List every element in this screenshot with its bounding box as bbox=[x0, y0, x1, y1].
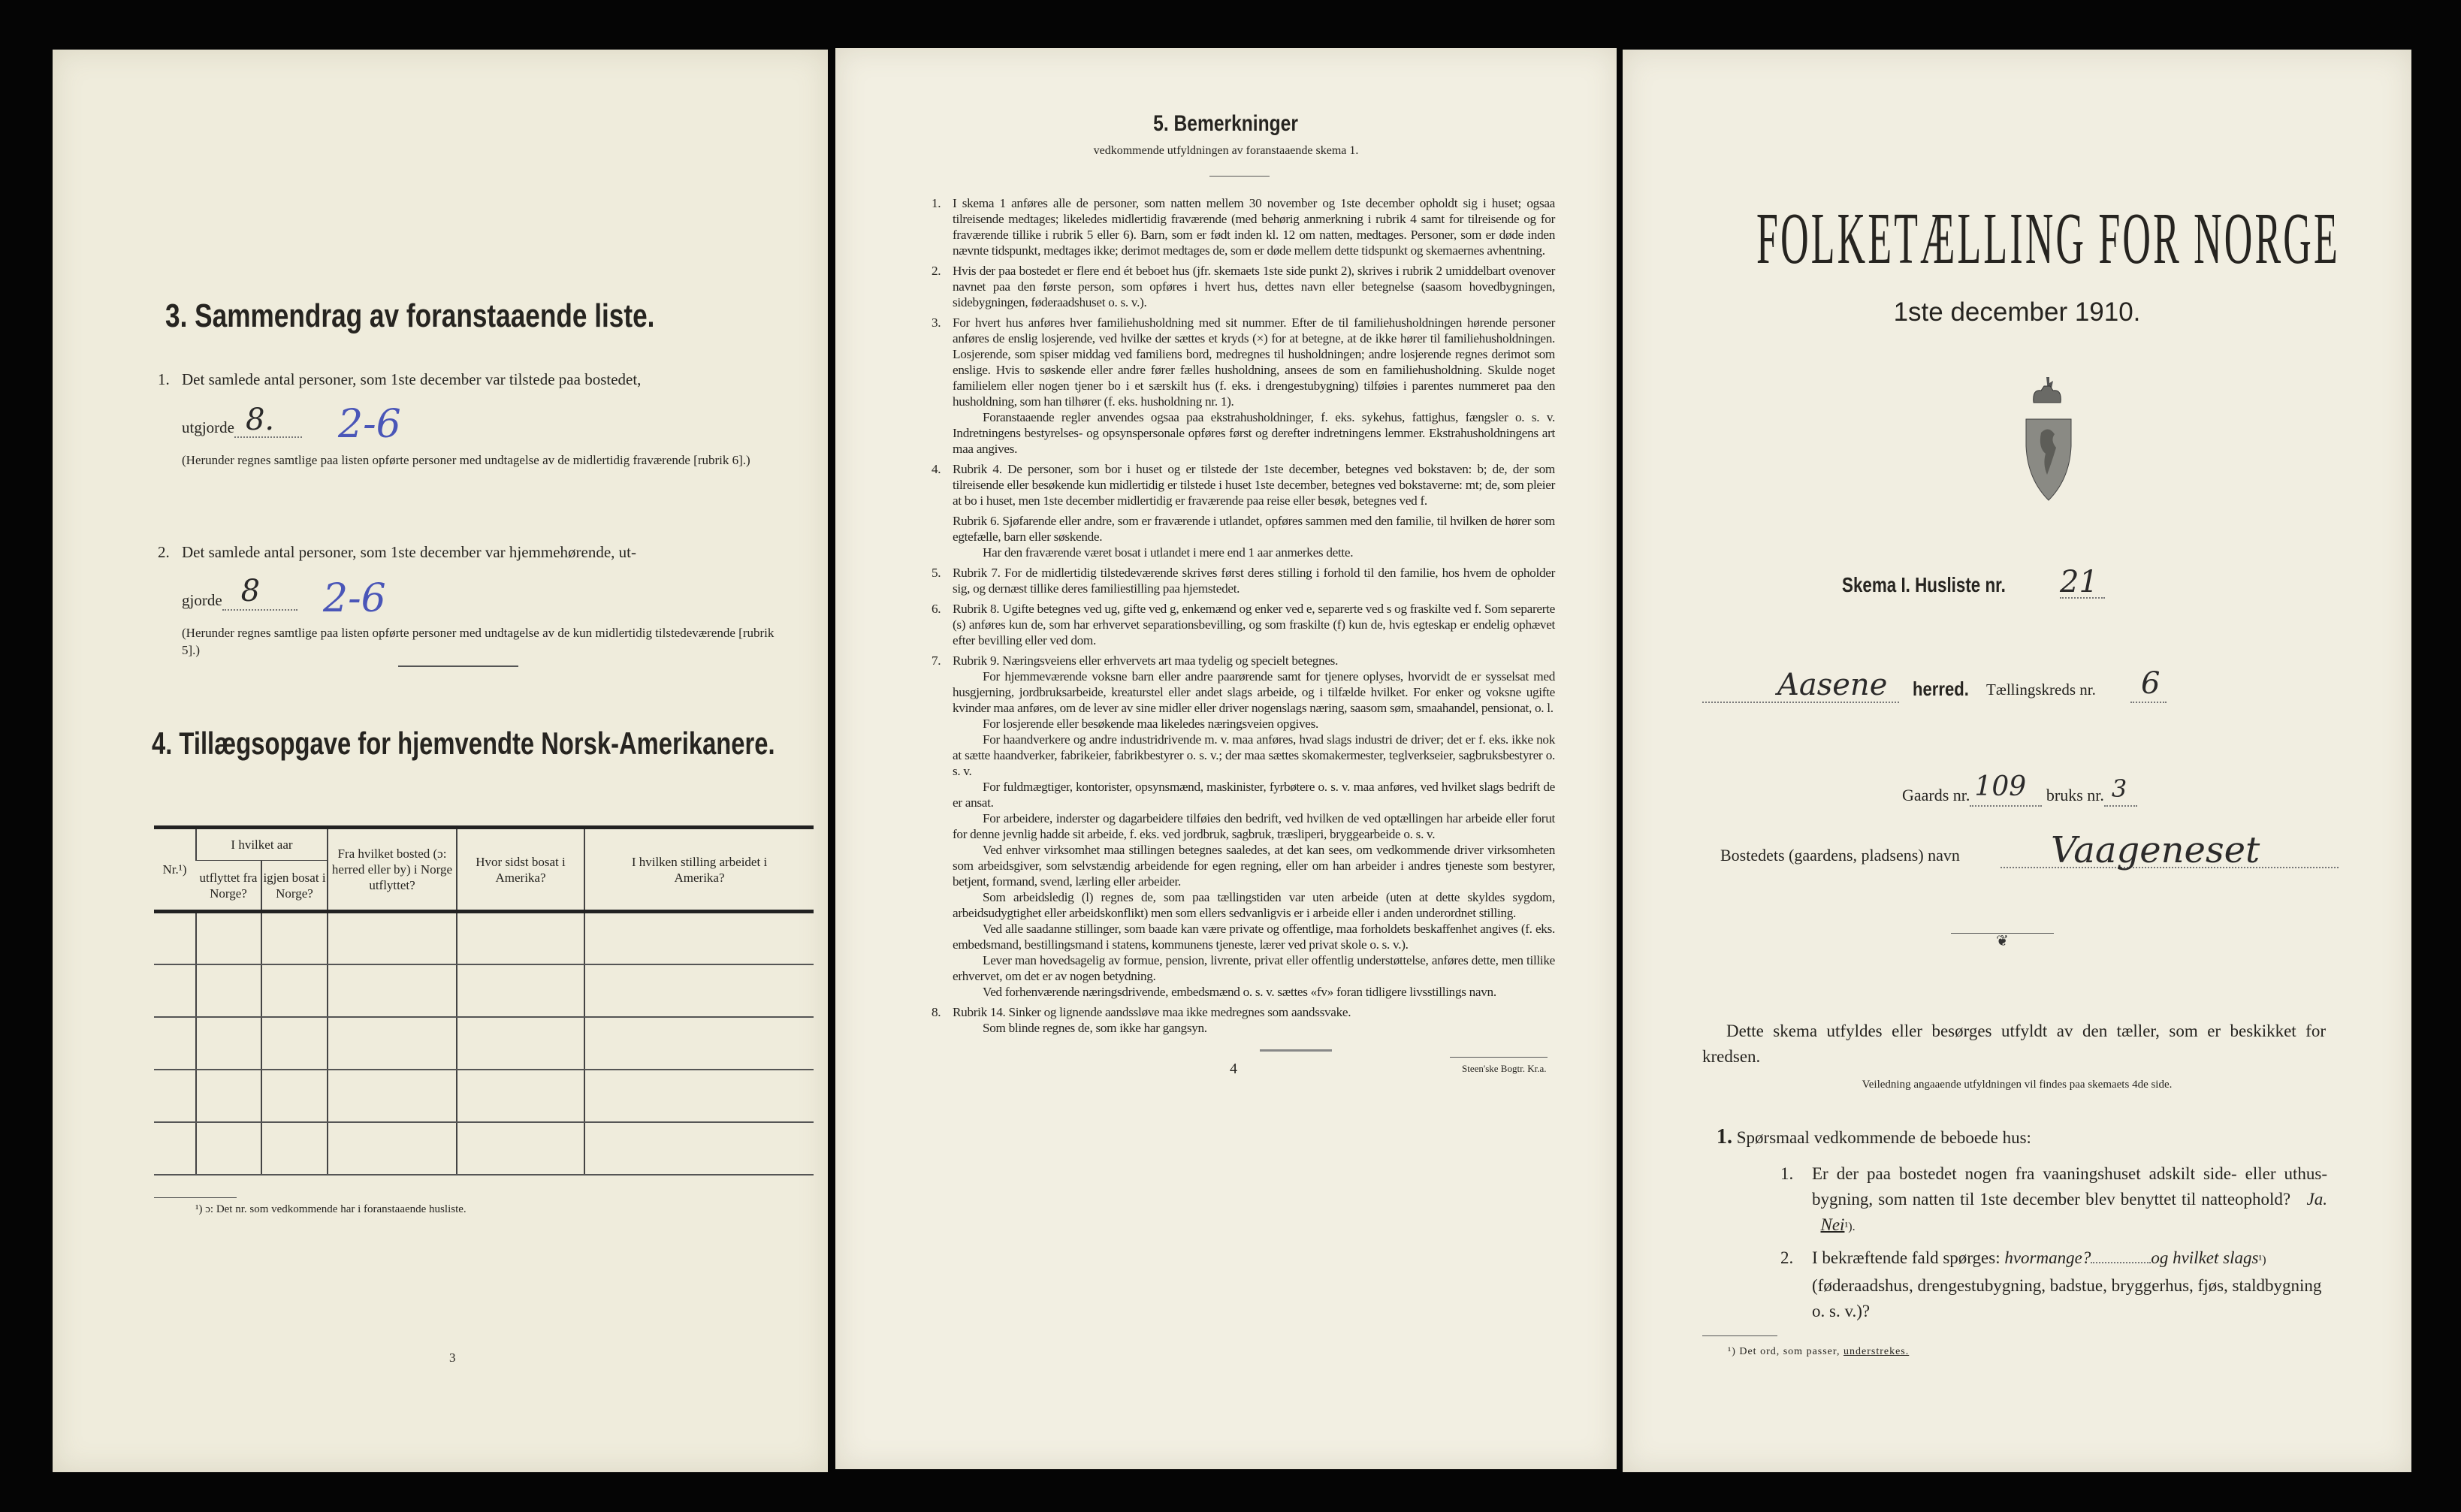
printer-mark: Steen'ske Bogtr. Kr.a. bbox=[1462, 1063, 1547, 1074]
table-cell[interactable] bbox=[328, 1122, 457, 1175]
col-utflyttet: utflyttet fra Norge? bbox=[196, 861, 261, 912]
table-row bbox=[154, 1122, 814, 1175]
tilstede-count-value: 8. bbox=[245, 403, 275, 437]
question-section bbox=[1717, 1125, 2031, 1149]
remark-subparagraph: Som blinde regnes de, som ikke har gangsyn. bbox=[983, 1021, 1207, 1035]
table-cell[interactable] bbox=[457, 912, 584, 964]
remark-text: Rubrik 8. Ugifte betegnes ved ug, gifte ved g, enkemænd og enker ved e, separerte ved s og fraskilte ved f. Som separerte (s) anføres kun de, som har erhvervet separationsbevilling, og som fraskilte (f) kun de, hvis egteskap er endelig ophævet efter bevilling eller ved dom. bbox=[953, 602, 1555, 647]
bosted-line bbox=[1720, 829, 2344, 876]
page-number: 3 bbox=[449, 1351, 456, 1365]
table-row bbox=[154, 964, 814, 1017]
table-cell[interactable] bbox=[261, 964, 328, 1017]
remark-item bbox=[932, 653, 1555, 668]
remark-subparagraph: Ved forhenværende næringsdrivende, embedsmænd o. s. v. sættes «fv» foran tidligere livsstillings navn. bbox=[983, 985, 1496, 999]
remark-subparagraph: Som arbeidsledig (l) regnes de, som paa tællingstiden var uten arbeide (uten at dette skyldes sygdom, arbeidsudygtighet eller arbeidskonflikt) men som ellers sedvanligvis er i arbeide eller i anden underordnet stilling. bbox=[953, 890, 1555, 920]
gaards-value: 109 bbox=[1974, 771, 2027, 802]
footnote-underlined: understrekes. bbox=[1843, 1346, 1910, 1357]
herred-value: Aasene bbox=[1777, 668, 1888, 702]
table-cell[interactable] bbox=[154, 964, 196, 1017]
skema-line bbox=[1842, 565, 2098, 599]
question-2 bbox=[1780, 1245, 2327, 1324]
remark-text: Rubrik 14. Sinker og lignende aandssløve maa ikke medregnes som aandssvake. bbox=[953, 1005, 1351, 1019]
divider bbox=[1260, 1049, 1332, 1052]
bosted-label: Bostedets (gaardens, pladsens) navn bbox=[1720, 846, 1960, 865]
table-cell[interactable] bbox=[261, 1070, 328, 1122]
item-number: 1. bbox=[158, 370, 170, 388]
remark-number: 1. bbox=[932, 196, 941, 210]
remark-number: 8. bbox=[932, 1005, 941, 1019]
remark-subparagraph: Rubrik 6. Sjøfarende eller andre, som er fraværende i utlandet, opføres sammen med den familie, til hvilken de hører som egtefælle, barn eller søskende. bbox=[953, 514, 1555, 544]
remark-item bbox=[932, 565, 1555, 596]
hjemmehorende-count-field[interactable] bbox=[222, 574, 297, 611]
summary-item-2 bbox=[158, 542, 789, 659]
table-cell[interactable] bbox=[328, 1017, 457, 1070]
table-cell[interactable] bbox=[584, 1070, 814, 1122]
hjemmehorende-count-value: 8 bbox=[240, 574, 261, 608]
col-sidst-bosat: Hvor sidst bosat i Amerika? bbox=[457, 828, 584, 912]
remark-subparagraph: Har den fraværende været bosat i utlandet i mere end 1 aar anmerkes dette. bbox=[983, 545, 1354, 560]
table-cell[interactable] bbox=[328, 1070, 457, 1122]
table-row bbox=[154, 1017, 814, 1070]
gaards-line bbox=[1902, 771, 2137, 813]
table-cell[interactable] bbox=[196, 964, 261, 1017]
question-number: 1. bbox=[1780, 1164, 1794, 1183]
utgjorde-label: utgjorde bbox=[182, 418, 234, 436]
table-cell[interactable] bbox=[584, 1122, 814, 1175]
table-cell[interactable] bbox=[584, 964, 814, 1017]
remark-subparagraph: Lever man hovedsagelig av formue, pension, livrente, privat eller offentlig understøttelse, anføres dette, men tillike erhvervet, om det er av nogen betydning. bbox=[953, 953, 1555, 983]
remarks-flow bbox=[932, 191, 1555, 1087]
section-title: Spørsmaal vedkommende de beboede hus: bbox=[1736, 1128, 2031, 1147]
table-cell[interactable] bbox=[328, 964, 457, 1017]
remark-text: Rubrik 9. Næringsveiens eller erhvervets art maa tydelig og specielt betegnes. bbox=[953, 653, 1339, 668]
item-text: Det samlede antal personer, som 1ste december var hjemmehørende, ut- bbox=[182, 543, 637, 561]
gaards-field[interactable] bbox=[1970, 771, 2042, 807]
footnote-text: ¹) Det ord, som passer, bbox=[1728, 1346, 1840, 1357]
section4-title: 4. Tillægsopgave for hjemvendte Norsk-Amerikanere. bbox=[152, 726, 775, 761]
table-cell[interactable] bbox=[196, 1070, 261, 1122]
census-date: 1ste december 1910. bbox=[1893, 297, 2141, 327]
col-group-year: I hvilket aar bbox=[196, 828, 328, 861]
remark-item bbox=[932, 315, 1555, 409]
table-cell[interactable] bbox=[457, 1017, 584, 1070]
item-note: (Herunder regnes samtlige paa listen opførte personer med undtagelse av de kun midlertidig tilstedeværende [rubrik 5].) bbox=[182, 626, 775, 657]
guidance-text: Veiledning angaaende utfyldningen vil findes paa skemaets 4de side. bbox=[1862, 1079, 2173, 1091]
remark-item bbox=[932, 461, 1555, 509]
col-stilling: I hvilken stilling arbeidet i Amerika? bbox=[584, 828, 814, 912]
skema-label: Skema I. Husliste nr. bbox=[1842, 573, 2006, 596]
gaards-label: Gaards nr. bbox=[1902, 786, 1970, 804]
herred-line bbox=[1702, 666, 2326, 703]
remark-text: I skema 1 anføres alle de personer, som natten mellem 30 november og 1ste december opholdt sig i huset; ogsaa tilreisende medtages; likeledes midlertidig fraværende (med behørig anmerkning i rubrik 4 samt for tilreisende og for fraværende tillike i rubrik 5 eller 6). Barn, som er født inden kl. 12 om natten, medtages. Personer, som er døde inden nævnte tidspunkt, medtages ikke; derimot medtages de, som er døde mellem dette tidspunkt og skemaernes avhentning. bbox=[953, 196, 1555, 258]
middle-page bbox=[835, 48, 1617, 1469]
hvormange-field[interactable] bbox=[2091, 1262, 2151, 1263]
right-page bbox=[1623, 50, 2411, 1472]
table-cell[interactable] bbox=[154, 1070, 196, 1122]
remark-number: 7. bbox=[932, 653, 941, 668]
remark-subparagraph: For losjerende eller besøkende maa likeledes næringsveien opgives. bbox=[983, 717, 1318, 731]
remark-number: 6. bbox=[932, 602, 941, 616]
table-cell[interactable] bbox=[457, 964, 584, 1017]
remark-subparagraph: Ved enhver virksomhet maa stillingen betegnes saaledes, at det kan sees, om vedkommende driver virksomheten som arbeidsgiver, som selvstændig arbeidende for egen regning, eller om han arbeider i andres tjeneste som bestyrer, betjent, formand, svend, lærling eller arbeider. bbox=[953, 843, 1555, 889]
item-text: Det samlede antal personer, som 1ste december var tilstede paa bostedet, bbox=[182, 370, 642, 388]
table-cell[interactable] bbox=[196, 912, 261, 964]
divider bbox=[398, 665, 518, 667]
bruks-label: bruks nr. bbox=[2046, 786, 2104, 804]
question-number: 2. bbox=[1780, 1248, 1794, 1267]
blue-annotation: 2-6 bbox=[338, 402, 401, 447]
printer-rule bbox=[1450, 1057, 1548, 1058]
section3-title: 3. Sammendrag av foranstaaende liste. bbox=[165, 297, 655, 334]
bemerkninger-title: 5. Bemerkninger bbox=[1153, 111, 1299, 136]
item-note: (Herunder regnes samtlige paa listen opførte personer med undtagelse av de midlertidig fraværende [rubrik 6].) bbox=[182, 453, 750, 467]
tellingskreds-label: Tællingskreds nr. bbox=[1986, 681, 2096, 699]
remark-number: 3. bbox=[932, 315, 941, 330]
section-number: 1. bbox=[1717, 1125, 1732, 1148]
intro-text: Dette skema utfyldes eller besørges utfyldt av den tæller, som er beskikket for kredsen. bbox=[1702, 1022, 2326, 1066]
divider bbox=[1209, 176, 1270, 177]
tellingskreds-value: 6 bbox=[2141, 666, 2161, 701]
bosted-value: Vaageneset bbox=[2051, 829, 2260, 871]
table-cell[interactable] bbox=[154, 912, 196, 964]
question-1 bbox=[1780, 1161, 2327, 1240]
hvilket-label: og hvilket slags bbox=[2151, 1248, 2259, 1267]
remark-item bbox=[932, 1004, 1555, 1020]
husliste-nr-field[interactable]: 21 bbox=[2060, 567, 2105, 599]
census-title: FOLKETÆLLING FOR NORGE bbox=[1756, 198, 2340, 279]
question-text: Er der paa bostedet nogen fra vaaningshuset adskilt side- eller uthus-bygning, som natten til 1ste december blev benyttet til natteophold? bbox=[1812, 1164, 2327, 1209]
footnote-ref: ¹) bbox=[2258, 1254, 2266, 1266]
remark-number: 2. bbox=[932, 264, 941, 278]
table-cell[interactable] bbox=[328, 912, 457, 964]
tilstede-count-field[interactable] bbox=[234, 403, 302, 438]
remark-subparagraph: Foranstaaende regler anvendes ogsaa paa ekstrahusholdninger, f. eks. sykehus, fattighus, fængsler o. s. v. Indretningens bestyrelses- og opsynspersonale opføres først og derefter indretningens lemmer. Ekstrahusholdningens art maa angives. bbox=[953, 410, 1555, 456]
option-nei-underlined[interactable]: Nei bbox=[1820, 1215, 1845, 1234]
table-cell[interactable] bbox=[196, 1122, 261, 1175]
question-text: I bekræftende fald spørges: bbox=[1812, 1248, 2001, 1267]
item-number: 2. bbox=[158, 543, 170, 561]
table-cell[interactable] bbox=[584, 1017, 814, 1070]
remark-subparagraph: For haandverkere og andre industridrivende m. v. maa anføres, hvad slags industri de driver; det er f. eks. ikke nok at sætte haandverker, fabrikeier, fabrikbestyrer o. s. v.; der maa sættes skomakermester, teglverkseier, sagbruksbestyrer o. s. v. bbox=[953, 732, 1555, 778]
page-number: 4 bbox=[1230, 1061, 1237, 1077]
question-examples: (føderaadshus, drengestubygning, badstue, bryggerhus, fjøs, staldbygning o. s. v.)? bbox=[1812, 1276, 2322, 1320]
page-footer bbox=[932, 1049, 1555, 1087]
blue-annotation: 2-6 bbox=[323, 576, 386, 621]
table-cell[interactable] bbox=[154, 1017, 196, 1070]
summary-item-1 bbox=[158, 369, 789, 469]
table-cell[interactable] bbox=[261, 1017, 328, 1070]
remarks-list bbox=[932, 191, 1555, 1036]
table-cell[interactable] bbox=[457, 1070, 584, 1122]
option-ja[interactable]: Ja. bbox=[2306, 1190, 2328, 1209]
remark-text: For hvert hus anføres hver familiehusholdning med sit nummer. Efter de til familiehusholdningen hørende personer anføres de enslig losjerende, ved hvilke der sættes et kryds (×) for at betegne, at de ikke hører til familiehusholdningen. Losjerende, som spiser middag ved familiens bord, medregnes til husholdningen; andre losjerende regnes derimot som enslige. Hvis to søskende eller andre fører fælles husholdning, ansees de som en familiehusholdning. Skulde noget familielem eller nogen tjener bo i et særskilt hus (f. eks. i drengestubygning) tilføies i parentes nummeret paa den husholdning, som han tilhører (f. eks. husholdning nr. 1). bbox=[953, 315, 1555, 409]
col-nr: Nr.¹) bbox=[154, 828, 196, 912]
remark-text: Hvis der paa bostedet er flere end ét beboet hus (jfr. skemaets 1ste side punkt 2), skrives i rubrik 2 umiddelbart ovenover navnet paa den første person, som opføres i hvert hus, dettes navn eller betegnelse (saasom hovedbygningen, sidebygningen, føderaadshuset o. s. v.). bbox=[953, 264, 1555, 309]
remark-text: Rubrik 4. De personer, som bor i huset og er tilstede der 1ste december, betegnes ved bokstaven: b; de, der som tilreisende eller besøkende kun midlertidig er tilstede i huset 1ste december, betegnes ved bokstaverne: mt; de, som pleier at bo i huset, men 1ste december midlertidig er fraværende paa reise eller besøk, betegnes ved f. bbox=[953, 462, 1555, 508]
remark-subparagraph: For arbeidere, inderster og dagarbeidere tilføies den bedrift, ved hvilken de ved optællingen har arbeide eller forut for denne jevnlig hadde sit arbeide, f. eks. ved jordbruk, sagbruk, træsliperi, bryggearbeide o. s. v. bbox=[953, 811, 1555, 841]
gjorde-label: gjorde bbox=[182, 591, 222, 609]
remark-item bbox=[932, 263, 1555, 310]
coat-of-arms-icon bbox=[2025, 376, 2074, 503]
remark-subparagraph: For fuldmægtiger, kontorister, opsynsmænd, maskinister, fyrbøtere o. s. v. maa anføres, ved hvilket slags bedrift de er ansat. bbox=[953, 780, 1555, 810]
col-igjen-bosat: igjen bosat i Norge? bbox=[261, 861, 328, 912]
table-cell[interactable] bbox=[196, 1017, 261, 1070]
remark-subparagraph: For hjemmeværende voksne barn eller andre paarørende samt for tjenere oplyses, hvorvidt de er sysselsat med husgjerning, jordbruksarbeide, kreaturstel eller andet slags arbeide, og i tilfælde hvilket. For enker og voksne ugifte kvinder maa anføres, om de lever av sine midler eller driver nogenslags næring, saasom søm, smaahandel, pensionat, o. l. bbox=[953, 669, 1555, 715]
remark-text: Rubrik 7. For de midlertidig tilstedeværende skrives først deres stilling i forhold til den familie, hos hvem de opholder sig, og dernæst tillike deres familiestilling paa hjemstedet. bbox=[953, 566, 1555, 596]
col-fra-bosted: Fra hvilket bosted (ɔ: herred eller by) i Norge utflyttet? bbox=[328, 828, 457, 912]
remark-item bbox=[932, 195, 1555, 258]
footnote bbox=[1728, 1346, 1909, 1358]
remark-number: 5. bbox=[932, 566, 941, 580]
bruks-value: 3 bbox=[2111, 774, 2127, 803]
table-cell[interactable] bbox=[154, 1122, 196, 1175]
bruks-field[interactable] bbox=[2104, 774, 2137, 807]
table-row bbox=[154, 1070, 814, 1122]
footnote-divider bbox=[154, 1197, 237, 1198]
remark-item bbox=[932, 601, 1555, 648]
footnote: ¹) ɔ: Det nr. som vedkommende har i foranstaaende husliste. bbox=[195, 1203, 467, 1215]
table-cell[interactable] bbox=[261, 912, 328, 964]
footnote-ref: ¹). bbox=[1844, 1221, 1856, 1233]
norsk-amerikanere-table bbox=[154, 825, 814, 1175]
table-cell[interactable] bbox=[457, 1122, 584, 1175]
hvormange-label: hvormange? bbox=[2004, 1248, 2091, 1267]
bemerkninger-subtitle: vedkommende utfyldningen av foranstaaende skema 1. bbox=[1093, 144, 1359, 157]
table-cell[interactable] bbox=[584, 912, 814, 964]
left-page bbox=[53, 50, 828, 1472]
remark-subparagraph: Ved alle saadanne stillinger, som baade kan være private og offentlige, maa forholdets beskaffenhet angives (f. eks. embedsmand, bestillingsmand i statens, kommunens tjeneste, lærer ved privat skole o. s. v.). bbox=[953, 922, 1555, 952]
table-cell[interactable] bbox=[261, 1122, 328, 1175]
footnote-divider bbox=[1702, 1335, 1777, 1336]
herred-label: herred. bbox=[1913, 678, 1969, 700]
table-row bbox=[154, 912, 814, 964]
fleuron-ornament-icon: ❦ bbox=[1996, 933, 2009, 949]
remark-number: 4. bbox=[932, 462, 941, 476]
